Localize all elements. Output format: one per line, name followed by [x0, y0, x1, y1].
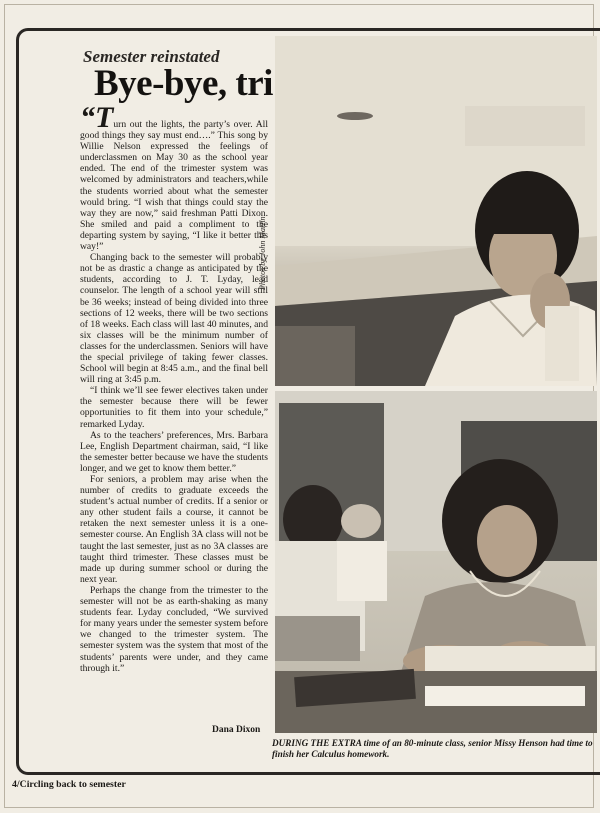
byline: Dana Dixon	[212, 725, 261, 735]
kicker: Semester reinstated	[83, 47, 220, 66]
lead-text: urn out the lights, the party’s over. All good things they say must end….” This song by Willie Nelson expressed the feelings of underclassmen on May 30 as the school year ended. The end of the trimester system was welcomed by administrators and teachers,while the students worried about what the semester would bring. “I wish that things could stay the way they are now,” said freshman Patti Dixon. She smiled and paid a compliment to the departing system by saying, “I like it better this way!”	[80, 119, 268, 253]
bottom-photo-illustration	[275, 391, 597, 733]
page-footer: 4/Circling back to semester	[12, 779, 126, 790]
paragraph: Changing back to the semester will probably not be as drastic a change as anticipated by the students, according to J. T. Lyday, lead counselor. The length of a school year will still be 36 weeks; instead of being divided into three sections of 12 weeks, there will be two sections of 18 weeks. Each class will last 40 minutes, and six classes will be the minimum number of classes for the underclassmen. Seniors will have the special privilege of taking fewer classes. School will begin at 8:45 a.m., and the final bell will ring at 3:45 p.m.	[80, 252, 268, 386]
bottom-photo-student-studying	[275, 391, 597, 733]
top-photo-illustration	[275, 36, 597, 386]
dropcap: “T	[80, 101, 114, 134]
top-photo-student-thinking	[275, 36, 597, 386]
paragraph: For seniors, a problem may arise when the number of credits to graduate exceeds the student’s actual number of credits. If a senior or any other student fails a course, it cannot be retaken the next semester unless it is a one-semester course. An English 3A class will not be taught the last semester, just as no 3A classes are taught third trimester. These classes must be made up during summer school or during the next year.	[80, 474, 268, 585]
article-body	[80, 101, 268, 674]
headline: Bye-bye, tri	[94, 63, 273, 104]
paragraph: “I think we’ll see fewer electives taken under the semester because there will be fewer opportunities to fit them into your schedule,” remarked Lyday.	[80, 385, 268, 430]
photo-credit: Photos by John Martin	[258, 216, 267, 290]
paragraph: As to the teachers’ preferences, Mrs. Barbara Lee, English Department chairman, said, “I like the semester better because we have the students longer, and we get to know them better.”	[80, 429, 268, 474]
photo-caption: DURING THE EXTRA time of an 80-minute class, senior Missy Henson had time to finish her Calculus homework.	[272, 738, 593, 759]
paragraph: Perhaps the change from the trimester to the semester will not be as earth-shaking as many students fear. Lyday concluded, “We survived for many years under the semester system before we changed to the trimester system. The semester system was the system that most of the students’ parents were under, and they came through it.”	[80, 584, 268, 674]
